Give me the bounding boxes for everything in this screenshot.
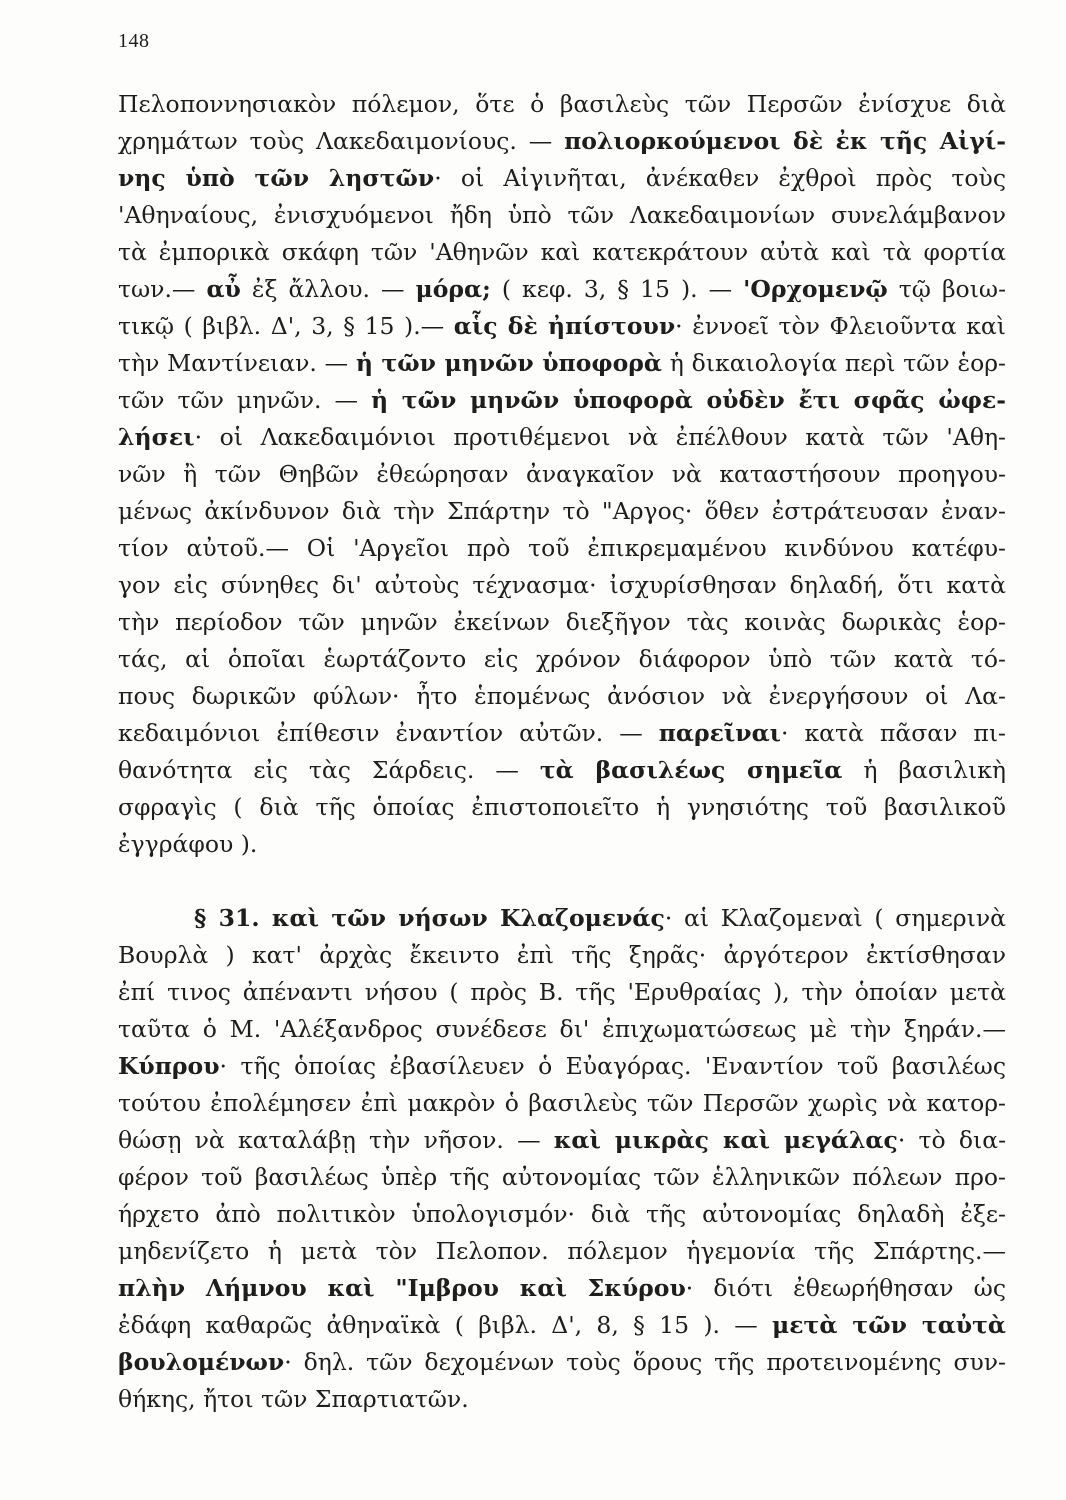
text-line bbox=[118, 752, 1006, 789]
text-line bbox=[118, 567, 1006, 604]
lemma-bold: λήσει bbox=[118, 423, 195, 451]
text-line bbox=[118, 345, 1006, 382]
text-line bbox=[118, 789, 1006, 826]
lemma-bold: πολιορκούμενοι δὲ ἐκ τῆς Αἰγί- bbox=[564, 127, 1006, 155]
lemma-bold: πλὴν Λήμνου καὶ "Ιμβρου καὶ Σκύρου bbox=[118, 1274, 686, 1302]
page-number: 148 bbox=[118, 30, 150, 52]
text-span: μένως ἀκίνδυνον διὰ τὴν Σπάρτην τὸ "Αργος· ὅθεν ἐστράτευσαν ἐναν- bbox=[118, 497, 1006, 525]
text-span: · δηλ. τῶν δεχομένων τοὺς ὅρους τῆς προτεινομένης συν- bbox=[284, 1348, 1006, 1376]
text-line bbox=[118, 974, 1006, 1011]
lemma-bold: τὰ βασιλέως σημεῖα bbox=[539, 756, 843, 784]
text-line bbox=[118, 1196, 1006, 1233]
lemma-bold: καὶ μικρὰς καὶ μεγάλας bbox=[553, 1126, 898, 1154]
text-span: 'Αθηναίους, ἐνισχυόμενοι ἤδη ὑπὸ τῶν Λακεδαιμονίων συνελάμβανον bbox=[118, 201, 1006, 229]
text-span: ἐδάφη καθαρῶς ἀθηναϊκὰ ( βιβλ. Δ', 8, § 15 ). — bbox=[118, 1311, 773, 1339]
text-span: · τὸ δια- bbox=[897, 1126, 1006, 1154]
text-span: θώσῃ νὰ καταλάβῃ τὴν νῆσον. — bbox=[118, 1126, 554, 1154]
lemma-bold: ἡ τῶν μηνῶν ὑποφορὰ bbox=[355, 349, 663, 377]
text-span: τικῷ ( βιβλ. Δ', 3, § 15 ).— bbox=[118, 312, 454, 340]
lemma-bold: αὖ bbox=[206, 275, 241, 303]
text-span: κεδαιμόνιοι ἐπίθεσιν ἐναντίον αὐτῶν. — bbox=[118, 719, 659, 747]
text-span: ταῦτα ὁ Μ. 'Αλέξανδρος συνέδεσε δι' ἐπιχωματώσεως μὲ τὴν ξηράν.— bbox=[118, 1015, 1006, 1043]
text-line bbox=[118, 937, 1006, 974]
text-line bbox=[118, 234, 1006, 271]
text-span: νῶν ἢ τῶν Θηβῶν ἐθεώρησαν ἀναγκαῖον νὰ καταστήσουν προηγου- bbox=[118, 460, 1006, 488]
text-line bbox=[118, 308, 1006, 345]
lemma-bold: § 31. καὶ τῶν νήσων Κλαζομενάς bbox=[194, 904, 665, 932]
text-line bbox=[118, 1048, 1006, 1085]
text-span: θήκης, ἤτοι τῶν Σπαρτιατῶν. bbox=[118, 1385, 469, 1413]
text-span: ἐξ ἄλλου. — bbox=[240, 275, 416, 303]
lemma-bold: Κύπρου bbox=[118, 1052, 220, 1080]
text-span: γον εἰς σύνηθες δι' αὐτοὺς τέχνασμα· ἰσχυρίσθησαν δηλαδή, ὅτι κατὰ bbox=[118, 571, 1006, 599]
text-span: τίον αὐτοῦ.— Οἱ 'Αργεῖοι πρὸ τοῦ ἐπικρεμαμένου κινδύνου κατέφυ- bbox=[118, 534, 1006, 562]
text-line bbox=[118, 900, 1006, 937]
lemma-bold: νης ὑπὸ τῶν ληστῶν bbox=[118, 164, 435, 192]
lemma-bold: παρεῖναι bbox=[658, 719, 782, 747]
text-span: · οἱ Αἰγινῆται, ἀνέκαθεν ἐχθροὶ πρὸς τοὺς bbox=[434, 164, 1006, 192]
text-span: ήρχετο ἀπὸ πολιτικὸν ὑπολογισμόν· διὰ τῆς αὐτονομίας δηλαδὴ ἐξε- bbox=[118, 1200, 1006, 1228]
text-line bbox=[118, 382, 1006, 419]
text-span: · οἱ Λακεδαιμόνιοι προτιθέμενοι νὰ ἐπέλθουν κατὰ τῶν 'Αθη- bbox=[194, 423, 1006, 451]
text-line bbox=[118, 1085, 1006, 1122]
text-line bbox=[118, 197, 1006, 234]
text-span: · τῆς ὁποίας ἐβασίλευεν ὁ Εὐαγόρας. 'Εναντίον τοῦ βασιλέως bbox=[219, 1052, 1006, 1080]
text-line bbox=[118, 1011, 1006, 1048]
text-span: τῷ βοιω- bbox=[887, 275, 1006, 303]
text-span: μηδενίζετο ἡ μετὰ τὸν Πελοπον. πόλεμον ἡγεμονία τῆς Σπάρτης.— bbox=[118, 1237, 1006, 1265]
text-line bbox=[118, 1344, 1006, 1381]
text-span: των.— bbox=[118, 275, 207, 303]
text-span: Πελοποννησιακὸν πόλεμον, ὅτε ὁ βασιλεὺς τῶν Περσῶν ἐνίσχυε διὰ bbox=[118, 90, 1006, 118]
paragraph-gap bbox=[118, 863, 1006, 900]
text-span: τὴν περίοδον τῶν μηνῶν ἐκείνων διεξῆγον τὰς κοινὰς δωρικὰς ἑορ- bbox=[118, 608, 1006, 636]
text-span: τούτου ἐπολέμησεν ἐπὶ μακρὸν ὁ βασιλεὺς τῶν Περσῶν χωρὶς νὰ κατορ- bbox=[118, 1089, 1006, 1117]
text-span: τῶν τῶν μηνῶν. — bbox=[118, 386, 371, 414]
text-span: · κατὰ πᾶσαν πι- bbox=[781, 719, 1006, 747]
text-line bbox=[118, 826, 1006, 863]
text-line bbox=[118, 419, 1006, 456]
text-line bbox=[118, 1159, 1006, 1196]
text-line bbox=[118, 271, 1006, 308]
text-line bbox=[118, 86, 1006, 123]
text-span: ἐγγράφου ). bbox=[118, 830, 258, 858]
text-line bbox=[118, 1270, 1006, 1307]
text-line bbox=[118, 1122, 1006, 1159]
text-span: · διότι ἐθεωρήθησαν ὡς bbox=[685, 1274, 1006, 1302]
text-line bbox=[118, 456, 1006, 493]
lemma-bold: αἷς δὲ ἠπίστουν bbox=[453, 312, 676, 340]
text-span: ( κεφ. 3, § 15 ). — bbox=[490, 275, 744, 303]
text-span: · αἱ Κλαζομεναὶ ( σημερινὰ bbox=[664, 904, 1006, 932]
text-span: · ἐννοεῖ τὸν Φλειοῦντα καὶ bbox=[675, 312, 1006, 340]
text-line bbox=[118, 123, 1006, 160]
text-span: τὰ ἐμπορικὰ σκάφη τῶν 'Αθηνῶν καὶ κατεκράτουν αὐτὰ καὶ τὰ φορτία bbox=[118, 238, 1006, 266]
text-line bbox=[118, 493, 1006, 530]
text-span: χρημάτων τοὺς Λακεδαιμονίους. — bbox=[118, 127, 565, 155]
text-span: φέρον τοῦ βασιλέως ὑπὲρ τῆς αὐτονομίας τῶν ἑλληνικῶν πόλεων προ- bbox=[118, 1163, 1006, 1191]
text-line bbox=[118, 715, 1006, 752]
text-line bbox=[118, 160, 1006, 197]
lemma-bold: μόρα; bbox=[415, 275, 491, 303]
text-span: σφραγὶς ( διὰ τῆς ὁποίας ἐπιστοποιεῖτο ἡ γνησιότης τοῦ βασιλικοῦ bbox=[118, 793, 1006, 821]
text-line bbox=[118, 1307, 1006, 1344]
text-span: Βουρλὰ ) κατ' ἀρχὰς ἔκειντο ἐπὶ τῆς ξηρᾶς· ἀργότερον ἐκτίσθησαν bbox=[118, 941, 1006, 969]
text-span: ἡ βασιλικὴ bbox=[842, 756, 1006, 784]
text-span: θανότητα εἰς τὰς Σάρδεις. — bbox=[118, 756, 540, 784]
text-line bbox=[118, 530, 1006, 567]
text-span: ἡ δικαιολογία περὶ τῶν ἑορ- bbox=[662, 349, 1006, 377]
text-span: τὴν Μαντίνειαν. — bbox=[118, 349, 356, 377]
lemma-bold: 'Ορχομενῷ bbox=[743, 275, 888, 303]
commentary-text bbox=[118, 86, 1006, 1418]
text-span: ἐπί τινος ἀπέναντι νήσου ( πρὸς Β. τῆς 'Ερυθραίας ), τὴν ὁποίαν μετὰ bbox=[118, 978, 1006, 1006]
text-span: πους δωρικῶν φύλων· ἦτο ἑπομένως ἀνόσιον νὰ ἐνεργήσουν οἱ Λα- bbox=[118, 682, 1006, 710]
text-line bbox=[118, 604, 1006, 641]
text-line bbox=[118, 641, 1006, 678]
text-line bbox=[118, 1233, 1006, 1270]
text-line bbox=[118, 1381, 1006, 1418]
text-span: τάς, αἱ ὁποῖαι ἑωρτάζοντο εἰς χρόνον διάφορον ὑπὸ τῶν κατὰ τό- bbox=[118, 645, 1006, 673]
lemma-bold: ἡ τῶν μηνῶν ὑποφορὰ οὐδὲν ἔτι σφᾶς ὠφε- bbox=[370, 386, 1006, 414]
text-line bbox=[118, 678, 1006, 715]
lemma-bold: μετὰ τῶν ταὐτὰ bbox=[772, 1311, 1006, 1339]
lemma-bold: βουλομένων bbox=[118, 1348, 285, 1376]
